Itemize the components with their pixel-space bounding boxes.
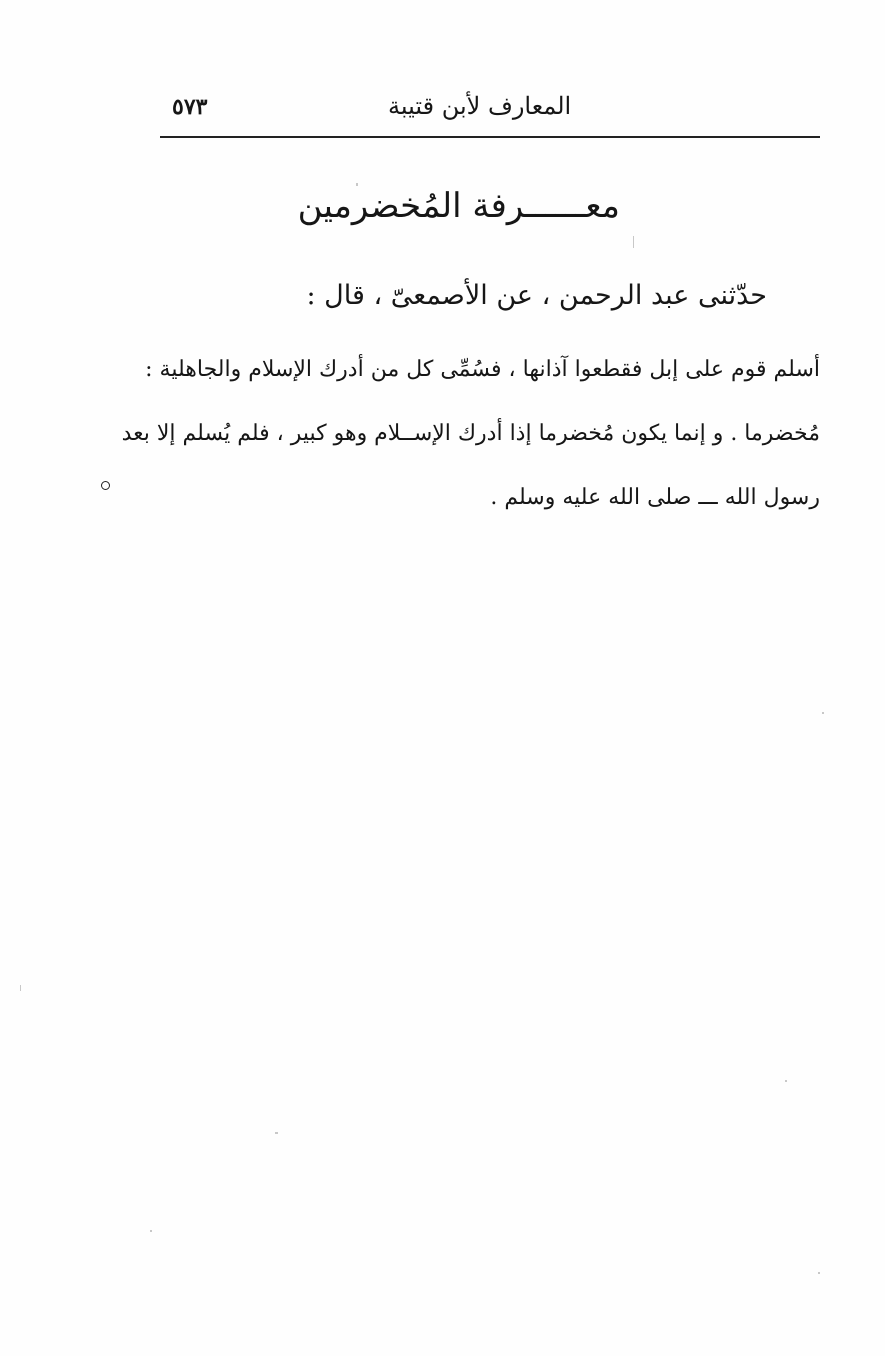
scan-speck	[822, 712, 824, 714]
running-title: المعارف لأبن قتيبة	[388, 92, 572, 120]
scan-speck	[785, 1080, 787, 1082]
body-text	[121, 350, 820, 542]
scan-speck	[150, 1230, 152, 1232]
page-number: ٥٧٣	[172, 94, 208, 120]
scan-speck	[275, 1132, 278, 1134]
body-line-2: مُخضرما . و إنما يكون مُخضرما إذا أدرك الإســلام وهو كبير ، فلم يُسلم إلا بعد	[121, 421, 820, 446]
margin-circle-mark	[101, 481, 110, 490]
section-title: معــــــرفة المُخضرمين	[297, 186, 620, 226]
scan-speck	[818, 1272, 820, 1274]
header-rule	[160, 136, 820, 138]
page-header	[160, 82, 820, 132]
scan-speck	[633, 236, 634, 248]
scan-speck	[20, 985, 21, 991]
isnad-line: حدّثنى عبد الرحمن ، عن الأصمعىّ ، قال :	[306, 280, 767, 311]
body-line-3: رسول الله ـــ صلى الله عليه وسلم .	[490, 485, 820, 510]
scan-speck	[356, 183, 358, 186]
body-line-1: أسلم قوم على إبل فقطعوا آذانها ، فسُمِّى كل من أدرك الإسلام والجاهلية :	[145, 357, 820, 382]
